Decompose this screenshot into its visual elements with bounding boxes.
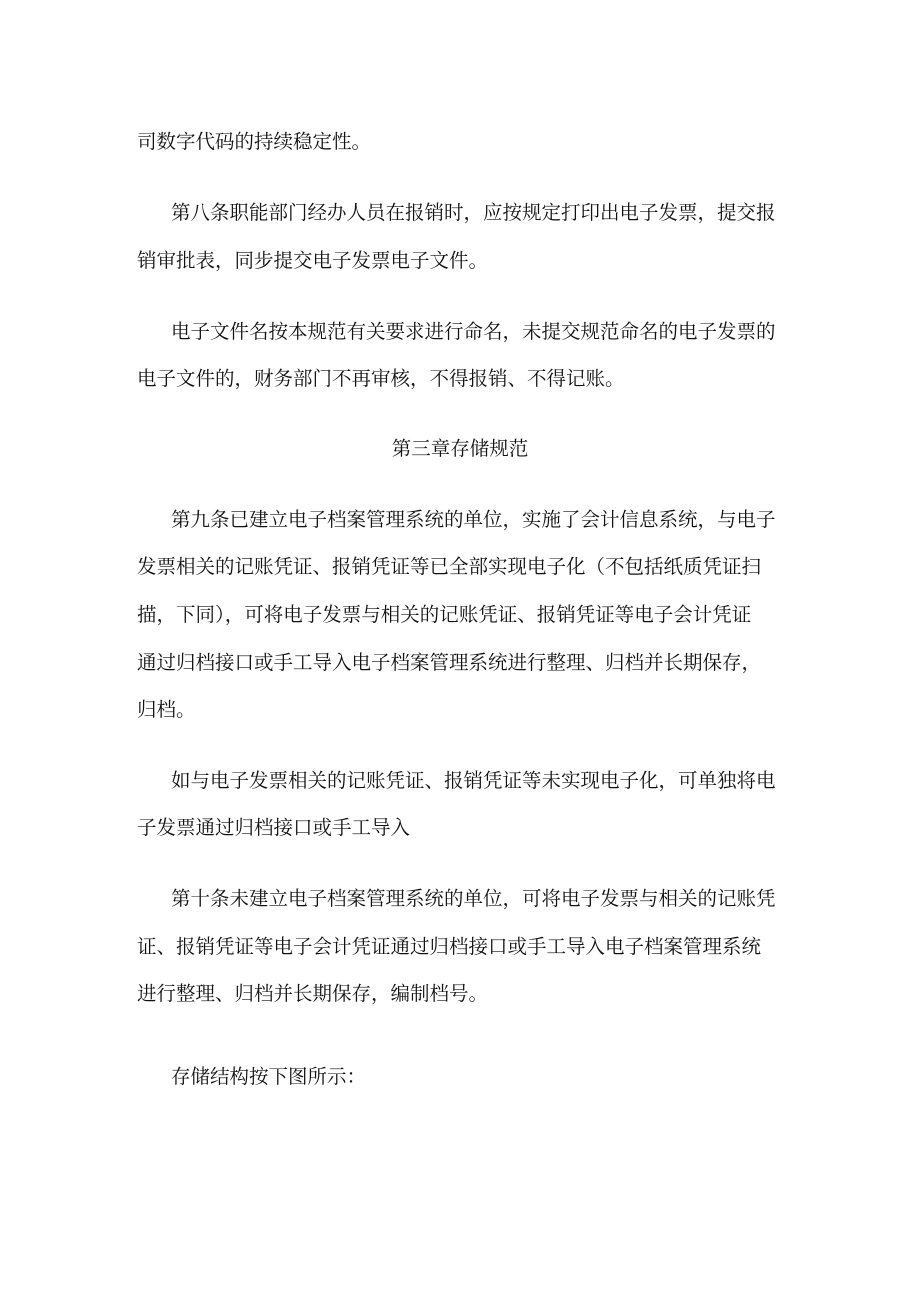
paragraph-line: 证、报销凭证等电子会计凭证通过归档接口或手工导入电子档案管理系统 [137, 935, 762, 958]
paragraph-line: 第八条职能部门经办人员在报销时，应按规定打印出电子发票，提交报 [171, 201, 776, 224]
paragraph-line: 电子文件的，财务部门不再审核，不得报销、不得记账。 [137, 367, 625, 390]
paragraph-line: 如与电子发票相关的记账凭证、报销凭证等未实现电子化，可单独将电 [171, 769, 776, 792]
paragraph-line: 子发票通过归档接口或手工导入 [137, 816, 411, 839]
paragraph-line: 进行整理、归档并长期保存，编制档号。 [137, 982, 489, 1005]
paragraph-line: 销审批表，同步提交电子发票电子文件。 [137, 249, 489, 272]
paragraph-line: 电子文件名按本规范有关要求进行命名，未提交规范命名的电子发票的 [171, 320, 776, 343]
paragraph-line: 描，下同），可将电子发票与相关的记账凭证、报销凭证等电子会计凭证 [137, 603, 752, 626]
paragraph-line: 存储结构按下图所示： [171, 1065, 367, 1088]
paragraph-line: 发票相关的记账凭证、报销凭证等已全部实现电子化（不包括纸质凭证扫 [137, 555, 762, 578]
paragraph-line: 通过归档接口或手工导入电子档案管理系统进行整理、归档并长期保存， [137, 651, 762, 674]
paragraph-line: 司数字代码的持续稳定性。 [137, 130, 372, 153]
chapter-heading: 第三章存储规范 [391, 437, 529, 460]
paragraph-line: 归档。 [137, 698, 196, 721]
paragraph-line: 第九条已建立电子档案管理系统的单位，实施了会计信息系统，与电子 [171, 508, 776, 531]
paragraph-line: 第十条未建立电子档案管理系统的单位，可将电子发票与相关的记账凭 [171, 887, 776, 910]
